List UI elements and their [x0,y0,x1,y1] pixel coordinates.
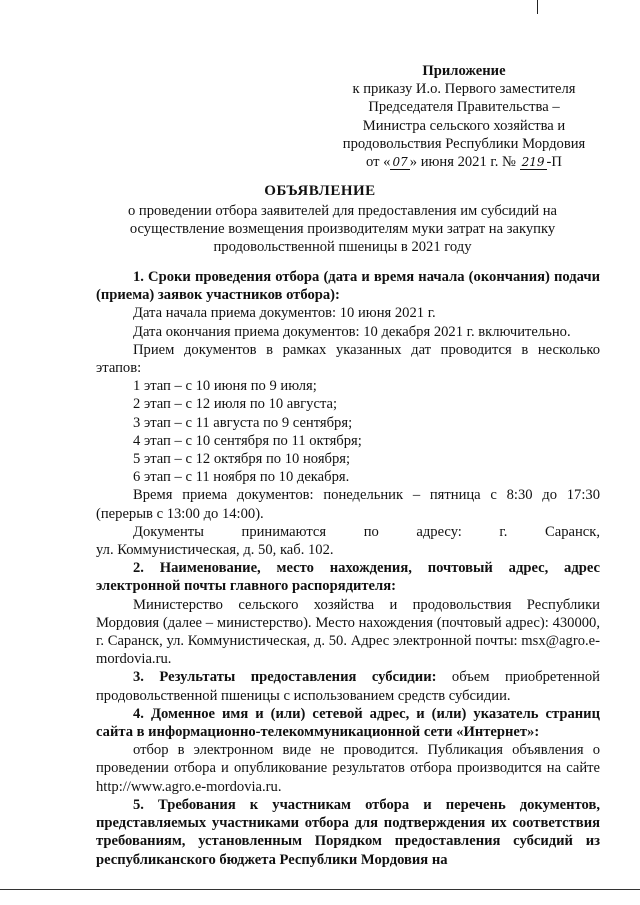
address-line: Документы принимаются по адресу: г. Саранск, [133,523,600,540]
stage-item: 2 этап – с 12 июля по 10 августа; [133,396,338,413]
appendix-line: Министра сельского хозяйства и [362,117,566,134]
appendix-block [330,62,598,171]
section-2-heading: 2. Наименование, место нахождения, почтовый адрес, адрес электронной почты главного распорядителя: [96,560,600,595]
appendix-line: к приказу И.о. Первого заместителя [352,81,576,98]
stage-item: 3 этап – с 11 августа по 9 сентября; [133,414,353,431]
handwritten-order-number: 219 [521,155,545,170]
stage-item: 1 этап – с 10 июня по 9 июля; [133,378,317,395]
reception-hours: Время приема документов: понедельник – пятница с 8:30 до 17:30 (перерыв с 13:00 до 14:00). [96,487,600,522]
page-bottom-rule [0,889,640,890]
start-date: Дата начала приема документов: 10 июня 2021 г. [133,305,436,322]
section-3-heading: 3. Результаты предоставления субсидии: [133,669,437,686]
appendix-heading: Приложение [422,63,506,79]
handwritten-day: 07 [392,155,408,170]
appendix-line: продовольствия Республики Мордовия [342,135,586,152]
scan-mark [537,0,538,14]
document-body [96,268,600,869]
section-2-text: Министерство сельского хозяйства и продовольствия Республики Мордовия (далее – министерство). Место нахождения (почтовый адрес): 430000, г. Саранск, ул. Коммунистическая, д. 50. Адрес электронной почты: msx@agro.e-mordovia.ru. [96,596,600,668]
document-title: ОБЪЯВЛЕНИЕ [264,183,376,199]
appendix-line: Председателя Правительства – [368,99,560,116]
stage-item: 5 этап – с 12 октября по 10 ноября; [133,451,351,468]
stage-item: 4 этап – с 10 сентября по 11 октября; [133,432,362,449]
section-3 [96,668,600,704]
end-date: Дата окончания приема документов: 10 декабря 2021 г. включительно. [133,323,571,340]
stages-intro: Прием документов в рамках указанных дат проводится в несколько этапов: [96,341,600,377]
section-4-heading: 4. Доменное имя и (или) сетевой адрес, и (или) указатель страниц сайта в информационно-телекоммуникационной сети «Интернет»: [96,705,600,741]
address-line: ул. Коммунистическая, д. 50, каб. 102. [96,542,334,559]
section-5-heading: 5. Требования к участникам отбора и перечень документов, представляемых участниками отбора для подтверждения их соответствия требованиям, установленным Порядком предоставления субсидий из республиканского бюджета Республики Мордовия на [96,796,600,868]
section-1-heading: 1. Сроки проведения отбора (дата и время начала (окончания) подачи (приема) заявок участников отбора): [96,269,600,304]
appendix-date-line: от « 07 » июня 2021 г. № 219 -П [366,154,562,171]
document-subtitle: о проведении отбора заявителей для предоставления им субсидий на осуществление возмещения производителям муки затрат на закупку продовольственной пшеницы в 2021 году [127,203,558,256]
section-4-text: отбор в электронном виде не проводится. Публикация объявления о проведении отбора и опубликование результатов отбора производится на сайте http://www.agro.e-mordovia.ru. [96,742,600,795]
stage-item: 6 этап – с 11 ноября по 10 декабря. [133,469,350,486]
section-3-text: объем приобретенной продовольственной пшеницы с использованием средств субсидии. [96,669,600,704]
